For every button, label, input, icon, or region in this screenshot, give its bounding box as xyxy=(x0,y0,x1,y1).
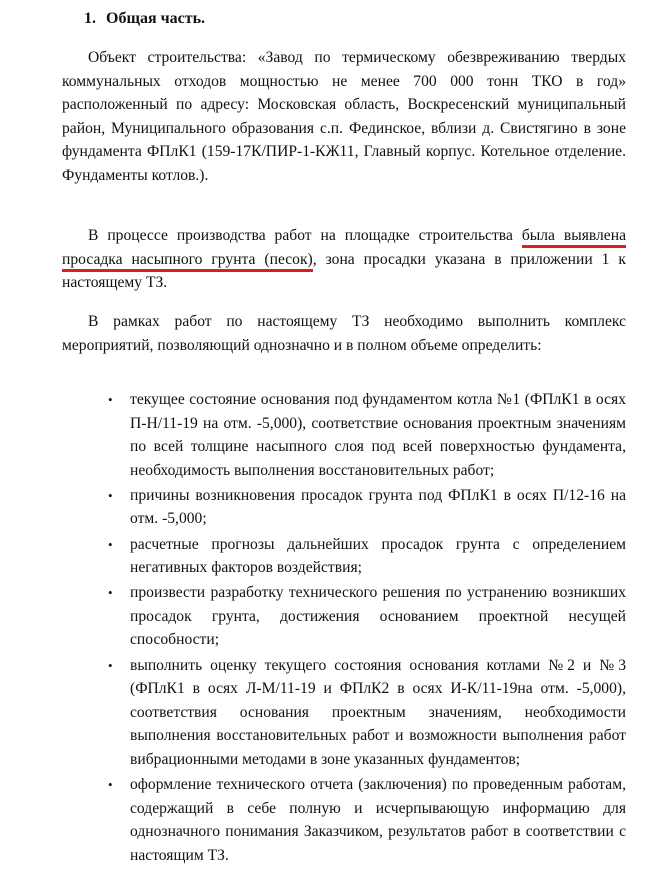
bullet-icon: • xyxy=(108,487,113,503)
process-text-before: В процессе производства работ на площадке строительства xyxy=(88,227,522,244)
list-item xyxy=(108,533,626,580)
list-item-text: причины возникновения просадок грунта под ФПлК1 в осях П/12-16 на отм. -5,000; xyxy=(130,486,626,528)
bullet-icon: • xyxy=(108,657,113,673)
section-heading xyxy=(84,10,205,28)
object-paragraph: Объект строительства: «Завод по термическому обезвреживанию твердых коммунальных отходов мощностью не менее 700 000 тонн ТКО в год» расположенный по адресу: Московская область, Воскресенский муниципальный район, Муниципального образования с.п. Фединское, вблизи д. Свистягино в зоне фундамента ФПлК1 (159-17К/ПИР-1-КЖ11, Главный корпус. Котельное отделение. Фундаменты котлов.). xyxy=(62,49,626,184)
bullet-icon: • xyxy=(108,536,113,552)
process-paragraph xyxy=(62,224,626,295)
highlighted-subsidence-text: была выявлена просадка насыпного грунта (песок) xyxy=(62,227,626,272)
list-item-text: произвести разработку технического решения по устранению возникших просадок грунта, достижения основанием проектной несущей способности; xyxy=(130,584,626,649)
list-item xyxy=(108,581,626,652)
list-item xyxy=(108,484,626,531)
list-item xyxy=(108,388,626,482)
process-text-after: , зона просадки указана в приложении 1 к настоящему ТЗ. xyxy=(62,250,626,292)
list-item xyxy=(108,654,626,772)
section-title: Общая часть. xyxy=(106,10,206,27)
bullet-icon: • xyxy=(108,777,113,792)
list-item-text: расчетные прогнозы дальнейших просадок грунта с определением негативных факторов воздействия; xyxy=(130,535,626,577)
section-number: 1. xyxy=(84,10,96,27)
bullet-icon: • xyxy=(108,585,113,601)
list-item xyxy=(108,773,626,867)
list-item-text: выполнить оценку текущего состояния основания котлами №2 и №3 (ФПлК1 в осях Л-М/11-19 и ФПлК2 в осях И-К/11-19на отм. -5,000), соответствия основания проектным значениям, необходимости выполнения восстановительных работ и возможности выполнения работ вибрационными методами в зоне указанных фундаментов; xyxy=(130,656,626,768)
bullet-icon: • xyxy=(108,392,113,407)
requirements-list xyxy=(108,388,626,869)
list-item-text: текущее состояние основания под фундаментом котла №1 (ФПлК1 в осях П-Н/11-19 на отм. -5,000), соответствие основания проектным значениям по всей толщине насыпного слоя под всей поверхностью фундамента, необходимость выполнения восстановительных работ; xyxy=(130,391,626,479)
list-item-text: оформление технического отчета (заключения) по проведенным работам, содержащий в себе полную и исчерпывающую информацию для однозначного понимания Заказчиком, результатов работ в соответствии с настоящим ТЗ. xyxy=(130,776,626,864)
scope-paragraph: В рамках работ по настоящему ТЗ необходимо выполнить комплекс мероприятий, позволяющий однозначно и в полном объеме определить: xyxy=(62,313,626,354)
